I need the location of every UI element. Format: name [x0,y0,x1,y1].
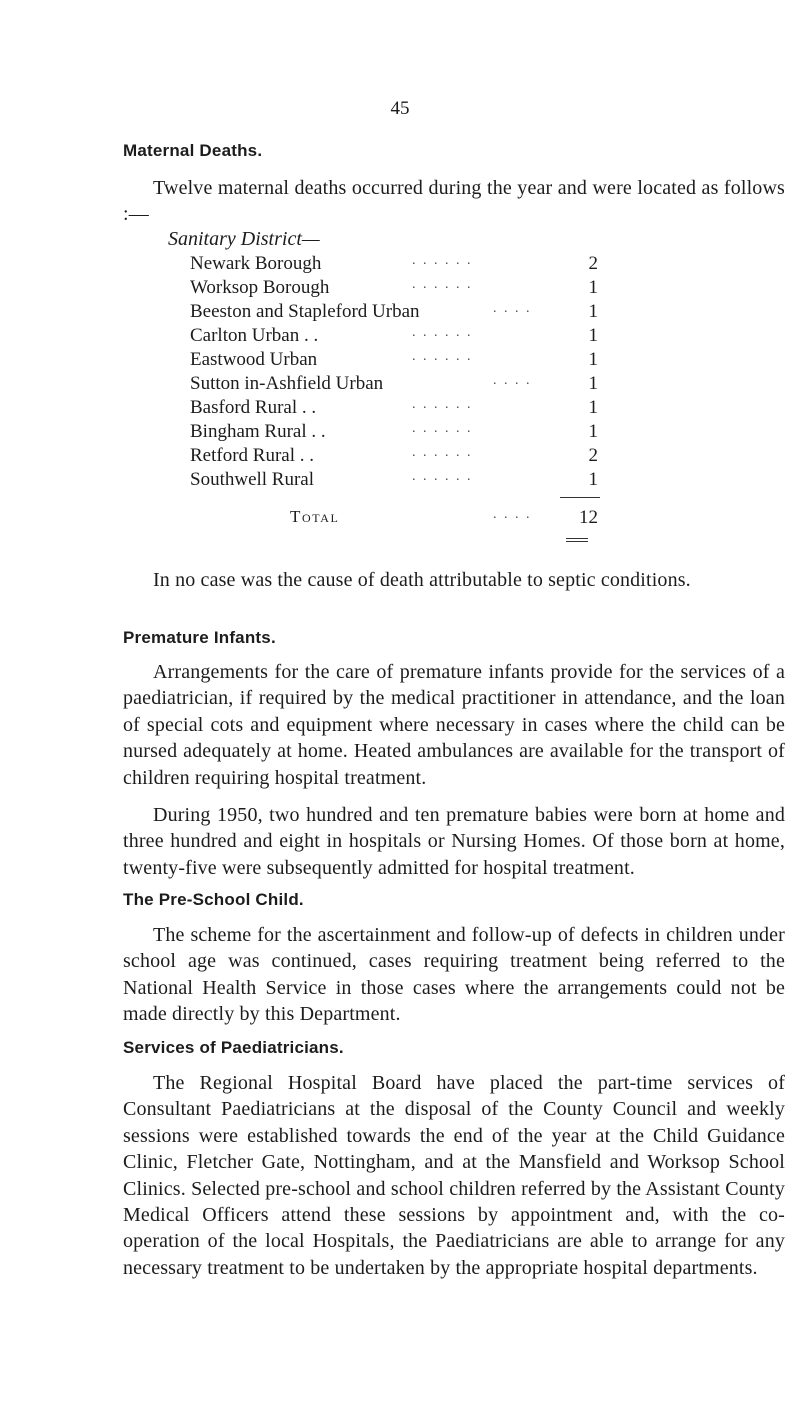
leader-dots: . . . . . . [412,469,473,484]
pre-school-child-paragraph: The scheme for the ascertainment and follow-up of defects in children under school age was continued, cases requiring treatment being referred to the National Health Service in those cases where the arrangements could not be made directly by this Department. [123,924,785,1026]
table-row [190,325,598,349]
district-name: Beeston and Stapleford Urban [190,301,420,322]
district-name: Carlton Urban . . [190,325,319,346]
maternal-deaths-intro: Twelve maternal deaths occurred during the year and were located as follows :— [123,177,785,226]
septic-conditions-note: In no case was the cause of death attributable to septic conditions. [153,569,691,591]
leader-dots: . . . . [493,373,532,388]
table-row [190,349,598,373]
table-row [190,445,598,469]
death-count: 1 [588,469,598,490]
district-name: Newark Borough [190,253,322,274]
total-row [190,507,598,531]
table-row [190,373,598,397]
table-row [190,253,598,277]
district-name: Worksop Borough [190,277,330,298]
leader-dots: . . . . . . [412,421,473,436]
death-count: 1 [588,325,598,346]
death-count: 1 [588,301,598,322]
death-count: 2 [588,253,598,274]
leader-dots: . . . . . . [412,349,473,364]
premature-infants-heading: Premature Infants. [123,628,276,647]
death-count: 2 [588,445,598,466]
double-rule-top [566,538,588,539]
total-rule [560,497,600,498]
maternal-deaths-heading: Maternal Deaths. [123,141,263,160]
leader-dots: . . . . [493,301,532,316]
leader-dots: . . . . . . [412,397,473,412]
district-name: Retford Rural . . [190,445,315,466]
table-row [190,277,598,301]
table-row [190,469,598,493]
district-name: Sutton in-Ashfield Urban [190,373,384,394]
death-count: 1 [588,421,598,442]
paediatricians-heading: Services of Paediatricians. [123,1038,344,1057]
page-number: 45 [390,98,410,119]
district-name: Basford Rural . . [190,397,317,418]
death-count: 1 [588,397,598,418]
leader-dots: . . . . . . [412,253,473,268]
district-name: Southwell Rural [190,469,315,490]
premature-infants-paragraph-2: During 1950, two hundred and ten premature babies were born at home and three hundred and eight in hospitals or Nursing Homes. Of those born at home, twenty-five were subsequently admitted for hospital treatment. [123,804,785,879]
table-row [190,421,598,445]
sanitary-district-subheading: Sanitary District— [168,228,320,250]
table-row [190,301,598,325]
district-name: Eastwood Urban [190,349,318,370]
death-count: 1 [588,349,598,370]
paediatricians-paragraph: The Regional Hospital Board have placed the part-time services of Consultant Paediatricians at the disposal of the County Council and weekly sessions were established towards the end of the year at the Child Guidance Clinic, Fletcher Gate, Nottingham, and at the Mansfield and Worksop School Clinics. Selected pre-school and school children referred by the Assistant County Medical Officers attend these sessions by appointment and, with the co-operation of the local Hospitals, the Paediatricians are able to arrange for any necessary treatment to be undertaken by the appropriate hospital departments. [123,1072,785,1279]
district-name: Bingham Rural . . [190,421,326,442]
death-count: 1 [588,373,598,394]
double-rule-bottom [566,541,588,542]
leader-dots: . . . . . . [412,277,473,292]
total-label: Total [290,507,340,526]
total-value: 12 [579,507,598,528]
leader-dots: . . . . [493,507,532,522]
leader-dots: . . . . . . [412,445,473,460]
death-count: 1 [588,277,598,298]
table-row [190,397,598,421]
leader-dots: . . . . . . [412,325,473,340]
pre-school-child-heading: The Pre-School Child. [123,890,304,909]
premature-infants-paragraph-1: Arrangements for the care of premature infants provide for the services of a paediatrician, if required by the medical practitioner in attendance, and the loan of special cots and equipment where necessary in cases where the child can be nursed adequately at home. Heated ambulances are available for the transport of children requiring hospital treatment. [123,661,785,789]
